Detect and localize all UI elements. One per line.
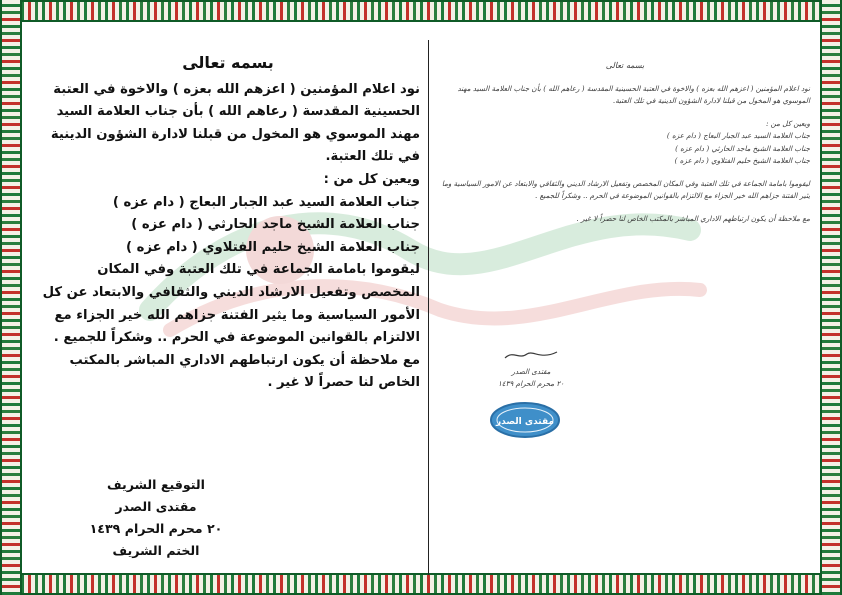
signature-date: ٢٠ محرم الحرام ١٤٣٩ xyxy=(89,521,223,536)
signature-label: التوقيع الشريف xyxy=(107,477,205,492)
printed-paragraph-duties: ليقوموا بامامة الجماعة في تلك العتبة وفي المكان المخصص وتفعيل الارشاد الديني والثقافي والابتعاد عن كل الأمور السياسية وما يثير الفتنة جزاهم الله خير الجزاء مع الالتزام بالقوانين الموضوعة في الحرم .. وشكراً للجميع . xyxy=(42,262,420,346)
signature-scribble-icon xyxy=(501,348,561,362)
decorative-border-left xyxy=(0,0,22,595)
decorative-border-top xyxy=(0,0,842,22)
printed-transcription xyxy=(36,52,420,395)
decorative-border-right xyxy=(820,0,842,595)
handwritten-original xyxy=(440,60,810,225)
handwritten-paragraph-duties: ليقوموا بامامة الجماعة في تلك العتبة وفي المكان المخصص وتفعيل الارشاد الديني والثقافي والابتعاد عن الامور السياسية وما يثير الفتنة جزاهم الله خير الجزاء مع الالتزام بالقوانين الموضوعة في الحرم .. وشكراً للجميع . xyxy=(441,178,810,200)
decorative-border-bottom xyxy=(0,573,842,595)
handwritten-signature-date: ٢٠ محرم الحرام ١٤٣٩ xyxy=(497,379,565,388)
signature-name: مقتدى الصدر xyxy=(115,499,197,514)
printed-appointee-2: جناب العلامة الشيخ ماجد الحارثي ( دام عزه ) xyxy=(131,217,420,233)
handwritten-appointee-2: جناب العلامة الشيخ ماجد الحارثي ( دام عزه ) xyxy=(675,143,810,153)
printed-heading: بسمه تعالى xyxy=(182,53,274,72)
handwritten-paragraph-note: مع ملاحظة أن يكون ارتباطهم الاداري المباشر بالمكتب الخاص لنا حصراً لا غير . xyxy=(576,213,810,223)
panel-divider xyxy=(428,40,429,575)
seal-label: الختم الشريف xyxy=(112,543,200,558)
handwritten-appointee-3: جناب العلامة الشيخ حليم الفتلاوي ( دام عزه ) xyxy=(674,156,810,165)
handwritten-signature xyxy=(486,348,576,390)
printed-paragraph-appoint: ويعين كل من : xyxy=(323,171,420,187)
handwritten-heading: بسمه تعالى xyxy=(605,61,645,70)
printed-signature-block xyxy=(46,474,266,562)
handwritten-appointee-1: جناب العلامة السيد عبد الجبار البعاج ( دام عزه ) xyxy=(666,131,810,140)
handwritten-paragraph-intro: نود اعلام المؤمنين ( اعزهم الله بعزه ) والاخوة في العتبة الحسينية المقدسة ( رعاهم الله ) بأن جناب العلامة السيد مهند الموسوي هو المخول من قبلنا لادارة الشؤون الدينية في تلك العتبة. xyxy=(457,83,810,105)
handwritten-signature-name: مقتدى الصدر xyxy=(511,367,551,376)
handwritten-paragraph-appoint: ويعين كل من : xyxy=(765,118,810,128)
printed-paragraph-note: مع ملاحظة أن يكون ارتباطهم الاداري المباشر بالمكتب الخاص لنا حصراً لا غير . xyxy=(69,352,420,391)
stamp-text: مقتدى الصدر xyxy=(495,417,555,427)
printed-appointee-1: جناب العلامة السيد عبد الجبار البعاج ( دام عزه ) xyxy=(112,194,420,210)
official-seal-stamp xyxy=(488,400,562,440)
printed-appointee-3: جناب العلامة الشيخ حليم الفتلاوي ( دام عزه ) xyxy=(126,239,420,255)
printed-paragraph-intro: نود اعلام المؤمنين ( اعزهم الله بعزه ) والاخوة في العتبة الحسينية المقدسة ( رعاهم الله ) بأن جناب العلامة السيد مهند الموسوي هو المخول من قبلنا لادارة الشؤون الدينية في تلك العتبة. xyxy=(50,81,420,165)
